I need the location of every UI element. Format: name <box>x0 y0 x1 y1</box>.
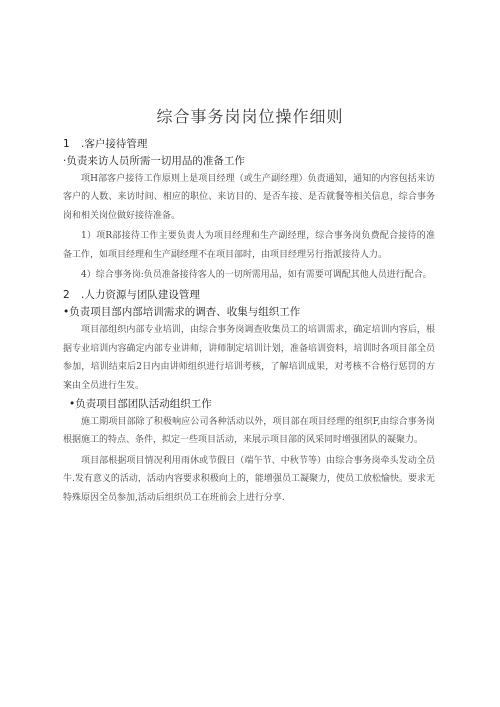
section-number: 2 <box>63 289 70 302</box>
section-title: .人力资源与团队建设管理 <box>81 289 200 302</box>
paragraph: 施工期项目部除了积极响应公司各种活动以外，项目部在项目经理的组织F,由综合事务岗根据施工的特点、条件，拟定一些项目活动，来展示项目部的风采同时增强团队的凝聚力。 <box>63 417 435 446</box>
section-title: .客户接待管理 <box>81 138 148 150</box>
paragraph: 项目部根据项目情况利用雨休或节假日（端午节、中秋节等）由综合事务岗牵头发动全员牛.发有意义的活动，活动内容要求积极向上的，能增强员工凝聚力，使员工放松愉快。要求无特殊原因全员参加,活动后组织员工在班前会上进行分享. <box>63 455 435 503</box>
document-body <box>63 137 435 509</box>
section-heading-1 <box>63 137 435 151</box>
paragraph: 项H部客户接待工作原则上是项目经理（或生产副经理）负责通知，通知的内容包括来访客户的人数、来访时间、相应的职位、来访目的、是否车接、是否就餐等相关信息，综合事务岗和相关岗位做好接待准备。 <box>63 174 435 221</box>
subsection-heading: •负责项目部团队活动组织工作 <box>69 398 212 411</box>
paragraph: 项目部组织内部专业培训，由综合事务岗调查收集员工的培训需求，确定培训内容后，根据专业培训内容确定内部专业讲师，讲师制定培训计划，准备培训资料，培训时各项目部全员参加，培训结束后2日内由讲师组织进行培训考核，了解培训成果，对考核不合格行惩罚的方案由全员进行生发。 <box>63 325 435 391</box>
paragraph: 1）项R部接待工作主要负责人为项目经理和生产副经理，综合事务岗负费配合接待的准备工作，如项目经理和生产副经理不在项目部时，由项目经理另行指派接待人力。 <box>63 231 435 260</box>
paragraph: 4）综合事务岗:负员准备接待客人的一切所需用品，如有需要可调配其他人员进行配合。 <box>81 270 432 281</box>
section-heading-2 <box>63 288 435 302</box>
subsection-heading: ·负责来访人员所需一切用品的准备工作 <box>63 155 245 167</box>
document-title: 综合事务岗岗位操作细则 <box>156 107 344 126</box>
subsection-heading: •负责项目部内部培训需求的调杳、收集与组织工作 <box>63 306 301 319</box>
section-number: 1 <box>63 138 70 150</box>
